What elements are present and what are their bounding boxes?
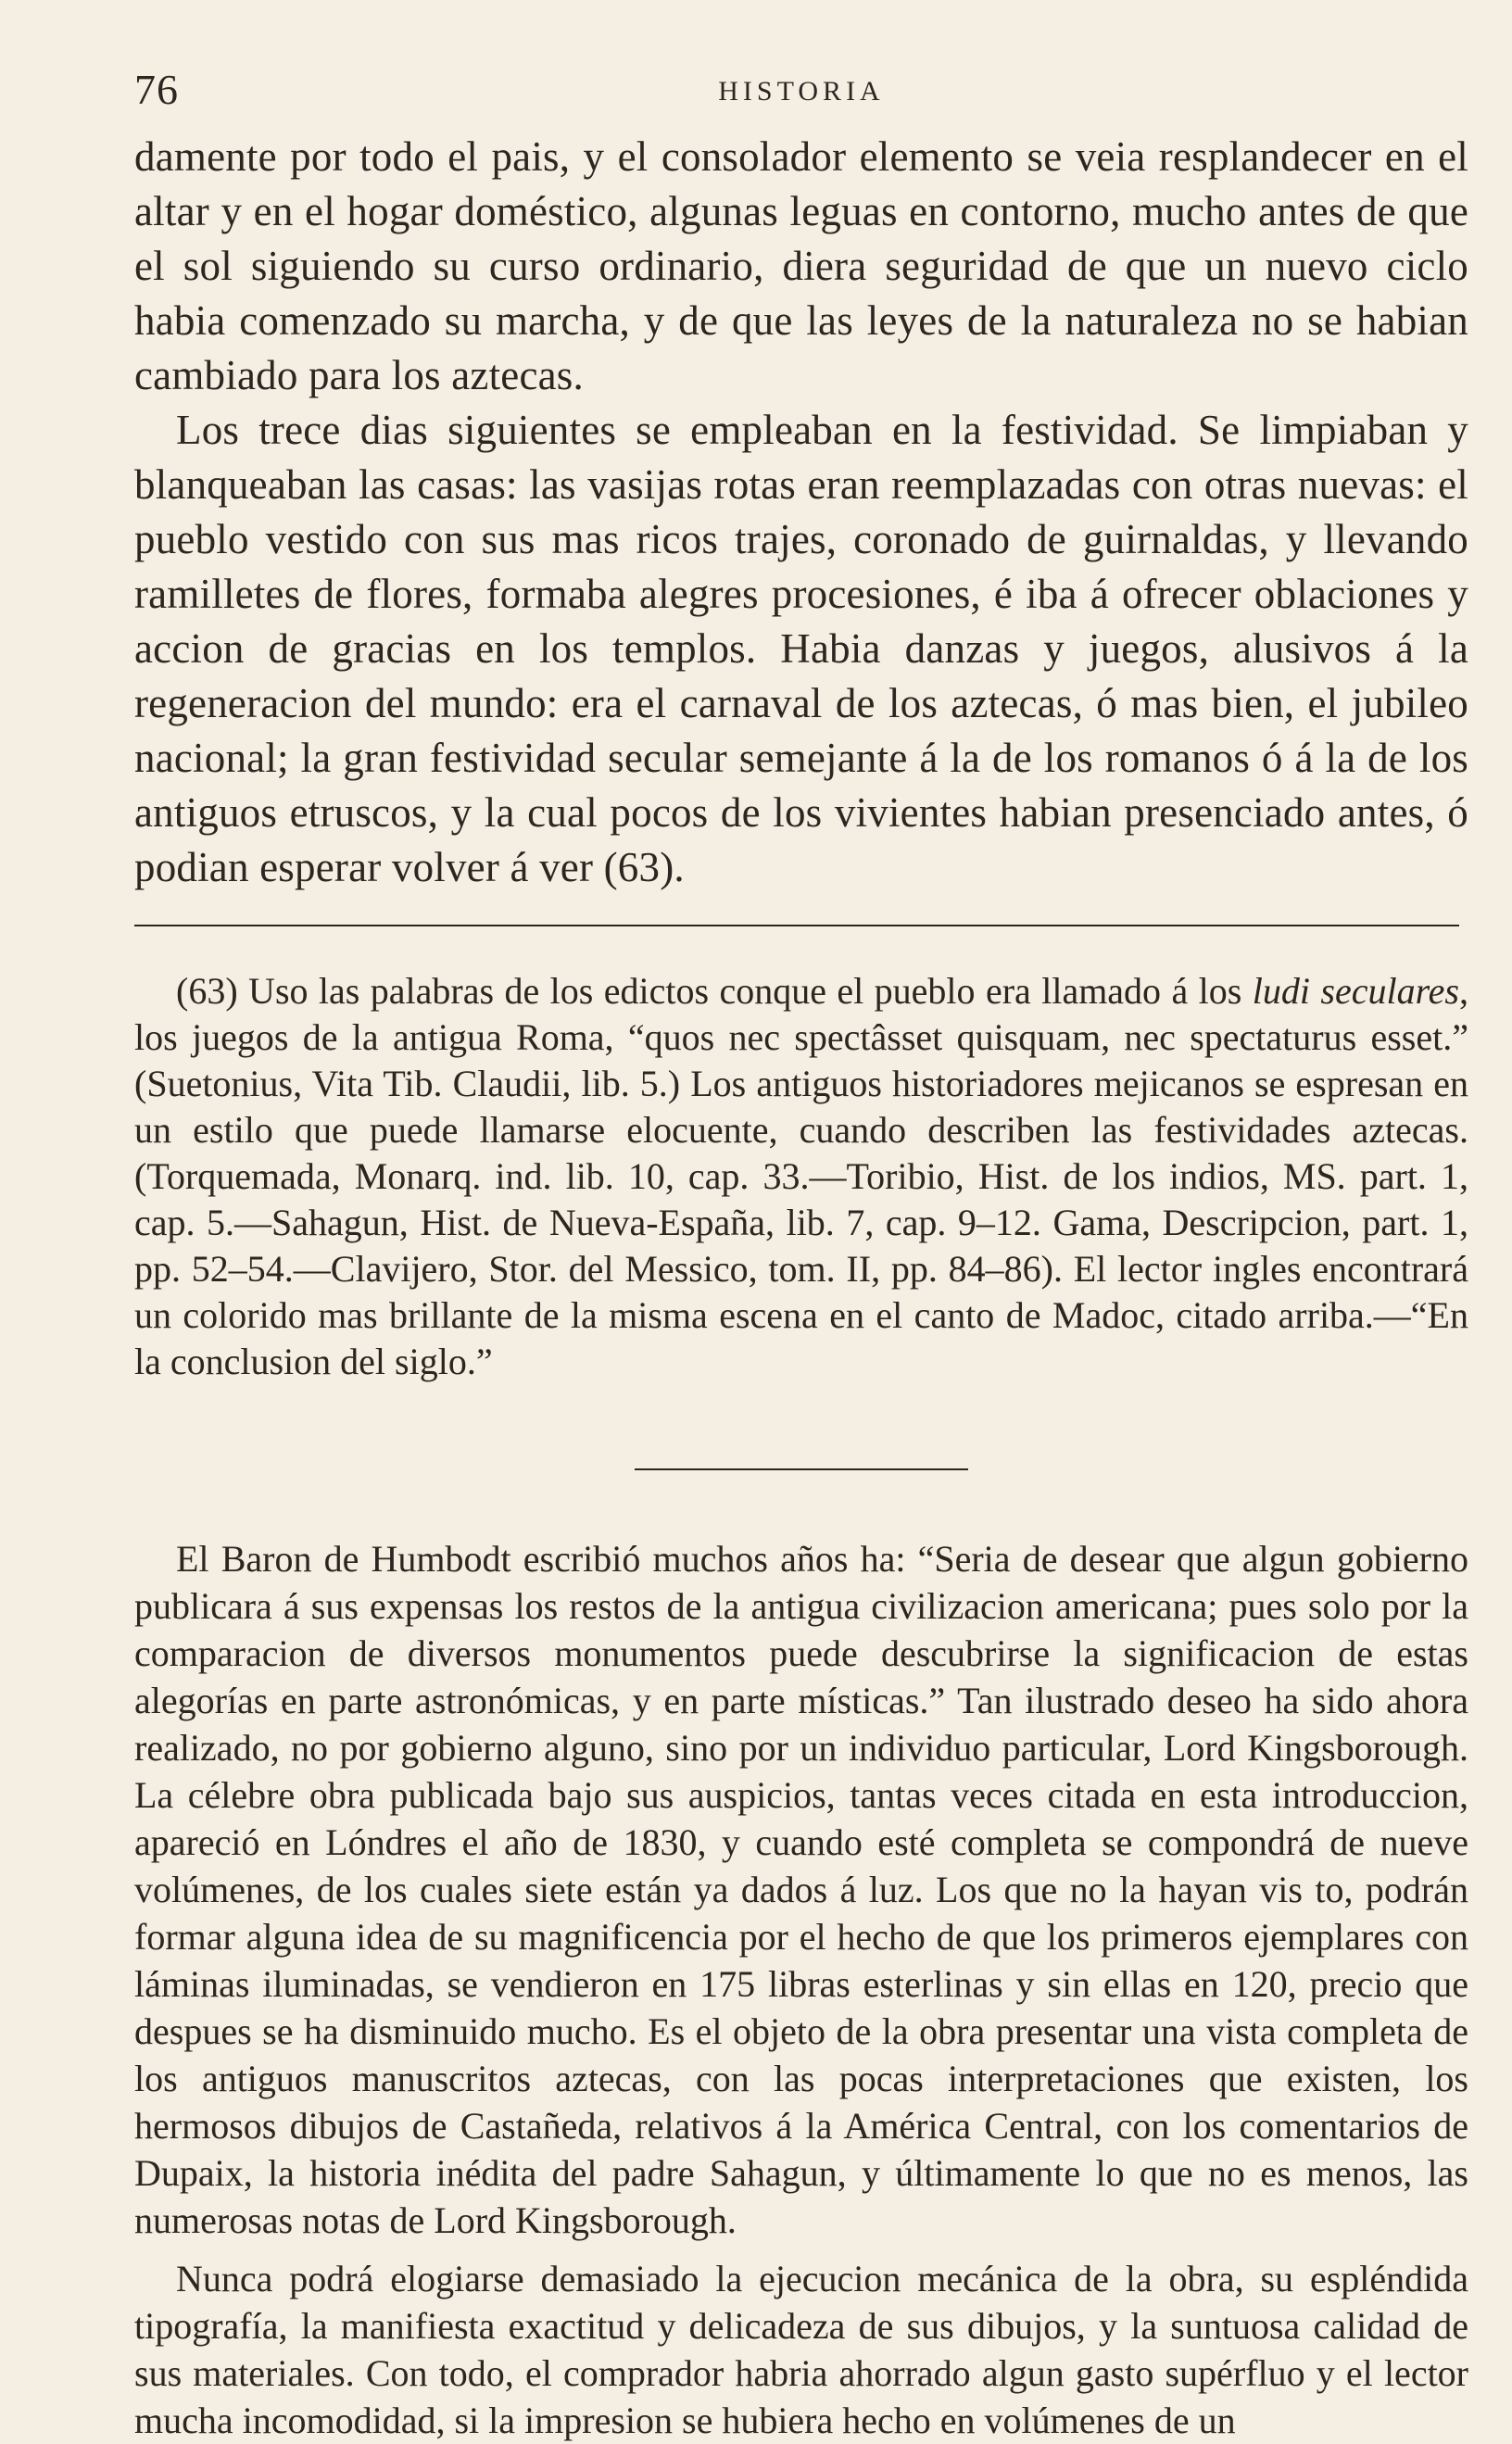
page-number: 76 [134, 66, 179, 113]
appendix-paragraph: El Baron de Humbodt escribió muchos años ha: “Seria de desear que algun gobierno publicara á sus expensas los restos de la antigua civilizacion americana; pues solo por la comparacion de diversos monumentos puede descubrirse la significacion de estas alegorías en parte astronómicas, y en parte místicas.” Tan ilustrado deseo ha sido ahora realizado, no por gobierno alguno, sino por un individuo particular, Lord Kingsborough. La célebre obra publicada bajo sus auspicios, tantas veces citada en esta introduccion, apareció en Lóndres el año de 1830, y cuando esté completa se compondrá de nueve volúmenes, de los cuales siete están ya dados á luz. Los que no la hayan vis to, podrán formar alguna idea de su magnificencia por el hecho de que los primeros ejemplares con láminas iluminadas, se vendieron en 175 libras esterlinas y sin ellas en 120, precio que despues se ha disminuido mucho. Es el objeto de la obra presentar una vista completa de los antiguos manuscritos aztecas, con las pocas interpretaciones que existen, los hermosos dibujos de Castañeda, relativos á la América Central, con los comentarios de Dupaix, la historia inédita del padre Sahagun, y últimamente lo que no es menos, las numerosas notas de Lord Kingsborough. [134, 1538, 1468, 2241]
running-head: HISTORIA [718, 76, 885, 107]
main-paragraph: damente por todo el pais, y el consolador elemento se veia resplandecer en el altar y en el hogar doméstico, algunas leguas en contorno, mucho antes de que el sol siguiendo su curso ordinario, diera seguridad de que un nuevo ciclo habia comenzado su marcha, y de que las leyes de la naturaleza no se habian cambiado para los aztecas. [134, 133, 1468, 398]
book-page [134, 65, 1468, 2444]
footnote-63 [134, 968, 1468, 1385]
section-divider-rule [635, 1468, 968, 1470]
appendix-text [134, 1535, 1468, 2444]
appendix-paragraph: Nunca podrá elogiarse demasiado la ejecucion mecánica de la obra, su espléndida tipografía, la manifiesta exactitud y delicadeza de sus dibujos, y la suntuosa calidad de sus materiales. Con todo, el comprador habria ahorrado algun gasto supérfluo y el lector mucha incomodidad, si la impresion se hubiera hecho en volúmenes de un [134, 2258, 1468, 2441]
main-paragraph: Los trece dias siguientes se empleaban en la festividad. Se limpiaban y blanqueaban las casas: las vasijas rotas eran reemplazadas con otras nuevas: el pueblo vestido con sus mas ricos trajes, coronado de guirnaldas, y llevando ramilletes de flores, formaba alegres procesiones, é iba á ofrecer oblaciones y accion de gracias en los templos. Habia danzas y juegos, alusivos á la regeneracion del mundo: era el carnaval de los aztecas, ó mas bien, el jubileo nacional; la gran festividad secular semejante á la de los romanos ó á la de los antiguos etruscos, y la cual pocos de los vivientes habian presenciado antes, ó podian esperar volver á ver (63). [134, 407, 1468, 890]
footnote-paragraph [134, 968, 1468, 1385]
footnote-text-start: (63) Uso las palabras de los edictos conque el pueblo era llamado á los [176, 970, 1253, 1012]
main-text [134, 130, 1468, 895]
footnote-text-end: , los juegos de la antigua Roma, “quos nec spectâsset quisquam, nec spectaturus esset.” (Suetonius, Vita Tib. Claudii, lib. 5.) Los antiguos historiadores mejicanos se espresan en un estilo que puede llamarse elocuente, cuando describen las festividades aztecas. (Torquemada, Monarq. ind. lib. 10, cap. 33.—Toribio, Hist. de los indios, MS. part. 1, cap. 5.—Sahagun, Hist. de Nueva-España, lib. 7, cap. 9–12. Gama, Descripcion, part. 1, pp. 52–54.—Clavijero, Stor. del Messico, tom. II, pp. 84–86). El lector ingles encontrará un colorido mas brillante de la misma escena en el canto de Madoc, citado arriba.—“En la conclusion del siglo.” [134, 970, 1469, 1382]
footnote-italic-term: ludi seculares [1252, 970, 1460, 1012]
footnote-separator-rule [134, 925, 1459, 926]
page-header [134, 65, 1468, 130]
